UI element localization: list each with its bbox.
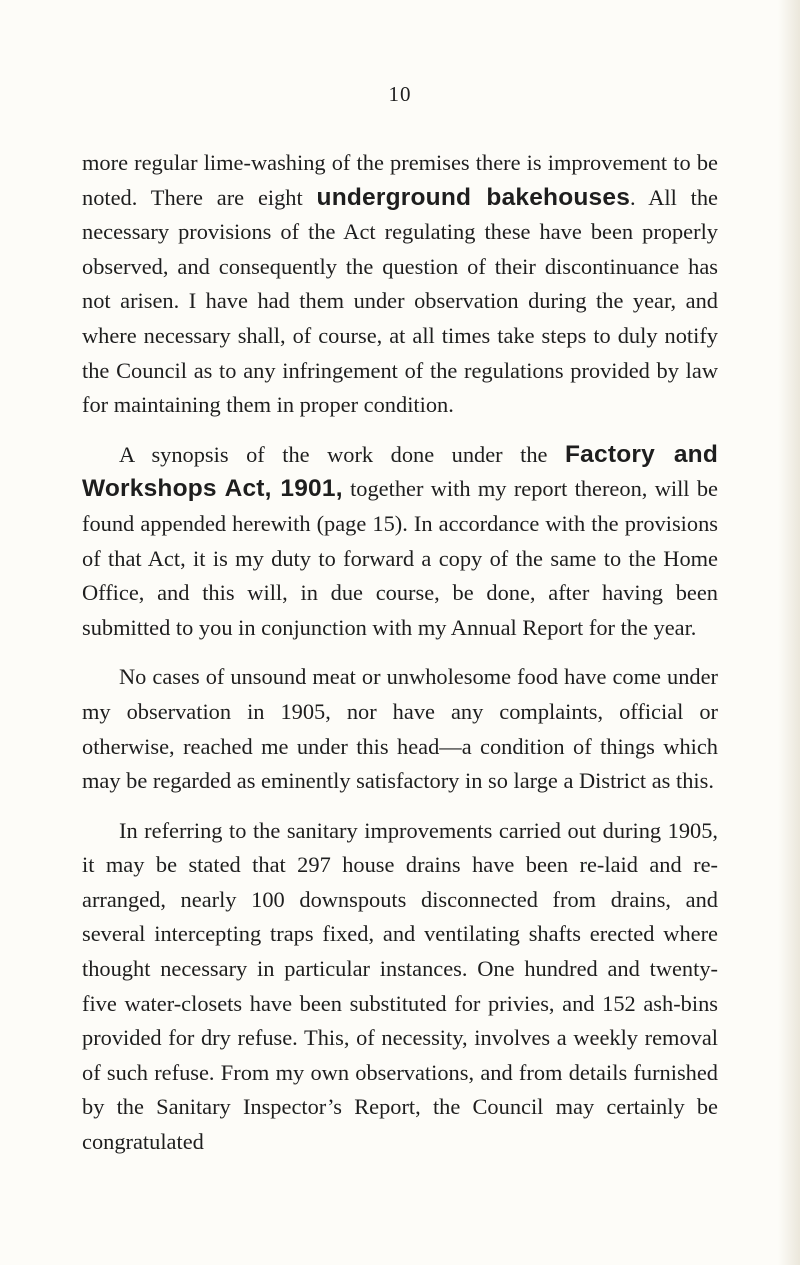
paragraph-sanitary-improvements: In referring to the sanitary improvements carried out during 1905, it may be stated that 297 house drains have been re-laid and re-arranged, nearly 100 downspouts disconnected from drains, and several intercepting traps fixed, and ventilating shafts erected where thought necessary in particular instances. One hundred and twenty-five water-closets have been substituted for privies, and 152 ash-bins provided for dry refuse. This, of necessity, involves a weekly removal of such refuse. From my own observations, and from details furnished by the Sanitary Inspector’s Report, the Council may certainly be congratulated xyxy=(82,817,718,1155)
paragraph-text: more regular lime-washing of the premises there is improvement to be noted. There are eight xyxy=(82,150,718,210)
paragraph-underground-bakehouses xyxy=(82,146,718,423)
bold-term-factory-workshops-act: Factory and Workshops Act, 1901, xyxy=(82,440,718,503)
paragraph-text: together with my report thereon, will be found appended herewith (page 15). In accordance with the provisions of that Act, it is my duty to forward a copy of the same to the Home Office, and this will, in due course, be done, after having been submitted to you in conjunction with my Annual Report for the year. xyxy=(82,476,718,640)
page-number: 10 xyxy=(388,82,412,106)
paragraph-text: . All the necessary provisions of the Act regulating these have been properly observed, and consequently the question of their discontinuance has not arisen. I have had them under observation during the year, and where necessary shall, of course, at all times take steps to duly notify the Council as to any infringement of the regulations provided by law for maintaining them in proper condition. xyxy=(82,184,718,418)
bold-term-underground-bakehouses: underground bakehouses xyxy=(316,183,631,211)
paragraph-unsound-meat: No cases of unsound meat or unwholesome food have come under my observation in 1905, nor have any complaints, official or otherwise, reached me under this head—a condition of things which may be regarded as eminently satisfactory in so large a District as this. xyxy=(82,664,718,794)
body-text xyxy=(82,146,718,1163)
paragraph-text: A synopsis of the work done under the xyxy=(119,441,566,467)
page-edge-shadow xyxy=(778,0,800,1265)
paragraph-factory-act xyxy=(82,438,718,646)
